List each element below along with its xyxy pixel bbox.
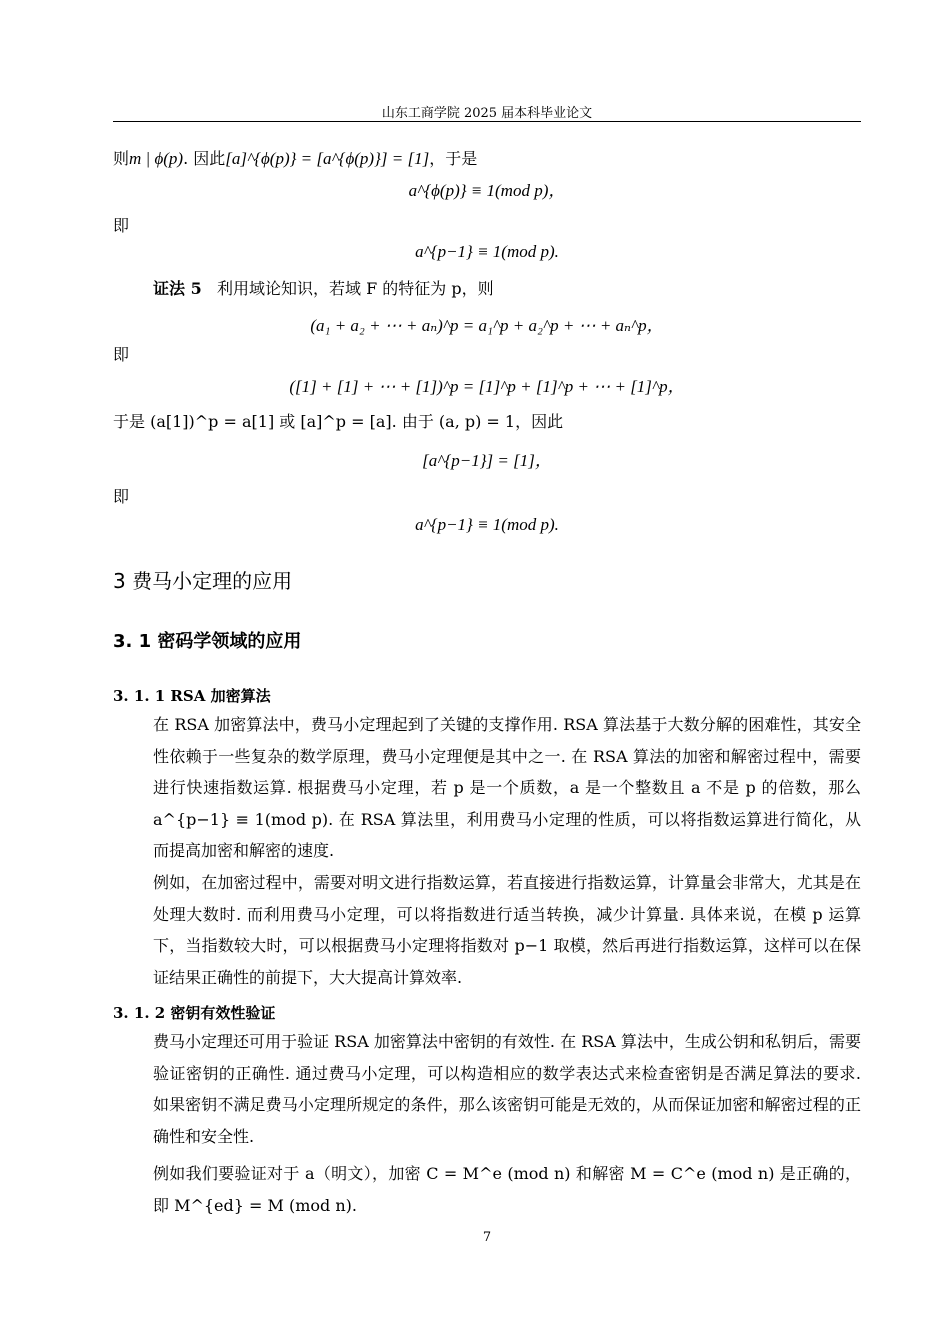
section-3-1-1-paragraph-2	[113, 867, 861, 993]
text-therefore: . 因此	[183, 149, 226, 168]
proof4-line1	[113, 146, 477, 169]
proof4-eq1	[113, 176, 861, 201]
formula-frobenius-classes: ([1] + [1] + ⋯ + [1])^p = [1]^p + [1]^p + ⋯ + [1]^p，	[289, 377, 685, 396]
paragraph-text: 费马小定理还可用于验证 RSA 加密算法中密钥的有效性. 在 RSA 算法中，生成公钥和私钥后，需要验证密钥的正确性. 通过费马小定理，可以构造相应的数学表达式来检查密钥是否满足算法的要求. 如果密钥不满足费马小定理所规定的条件，那么该密钥可能是无效的，从而保证加密和解密过程的正确性和安全性.	[153, 1032, 861, 1146]
proof5-ji2: 即	[113, 487, 130, 506]
formula-m-divides-phi: m | ϕ(p)	[129, 149, 184, 168]
formula-fermat-phi: a^{ϕ(p)} ≡ 1(mod p)，	[408, 181, 566, 200]
proof5-intro	[153, 276, 494, 299]
page-number: 7	[482, 1230, 492, 1245]
section-3-1-1-paragraph-1	[113, 709, 861, 867]
proof4-eq2	[113, 242, 861, 262]
text-then: 则	[113, 149, 130, 168]
header-rule	[113, 121, 861, 122]
paragraph-text: 例如我们要验证对于 a（明文），加密 C = M^e (mod n) 和解密 M = C^e (mod n) 是正确的，即 M^{ed} = M (mod n).	[153, 1164, 861, 1215]
paragraph-text: 例如，在加密过程中，需要对明文进行指数运算，若直接进行指数运算，计算量会非常大，尤其是在处理大数时. 而利用费马小定理，可以将指数进行适当转换，减少计算量. 具体来说，在模 p 运算下，当指数较大时，可以根据费马小定理将指数对 p−1 取模，然后再进行指数运算，这样可以在保证结果正确性的前提下，大大提高计算效率.	[153, 873, 861, 987]
proof5-eq1	[113, 311, 861, 336]
proof5-eq3	[113, 446, 861, 471]
proof5-eq4	[113, 515, 861, 535]
formula-fermat-result-2: a^{p−1} ≡ 1(mod p).	[415, 515, 559, 534]
section-3-1-1-heading: 3. 1. 1 RSA 加密算法	[113, 687, 271, 705]
formula-class-equals-one: [a^{p−1}] = [1]，	[422, 451, 552, 470]
proof4-ji: 即	[113, 216, 130, 235]
section-3-1-2-paragraph-1	[113, 1026, 861, 1152]
proof5-line3-text: 于是 (a[1])^p = a[1] 或 [a]^p = [a]. 由于 (a, p) = 1，因此	[113, 412, 564, 431]
proof5-line3	[113, 409, 563, 432]
formula-class-power: [a]^{ϕ(p)} = [a^{ϕ(p)}] = [1]	[225, 149, 430, 168]
text-so: ，于是	[429, 149, 478, 168]
formula-fermat-result: a^{p−1} ≡ 1(mod p).	[415, 242, 559, 261]
section-3-1-2-paragraph-2	[113, 1158, 861, 1221]
running-header: 山东工商学院 2025 届本科毕业论文	[381, 106, 593, 121]
section-3-heading: 3 费马小定理的应用	[113, 569, 293, 593]
paragraph-text: 在 RSA 加密算法中，费马小定理起到了关键的支撑作用. RSA 算法基于大数分解的困难性，其安全性依赖于一些复杂的数学原理，费马小定理便是其中之一. 在 RSA 算法的加密和解密过程中，需要进行快速指数运算. 根据费马小定理，若 p 是一个质数，a 是一个整数且 a 不是 p 的倍数，那么 a^{p−1} ≡ 1(mod p). 在 RSA 算法里，利用费马小定理的性质，可以将指数运算进行简化，从而提高加密和解密的速度.	[153, 715, 861, 860]
section-3-1-heading: 3. 1 密码学领域的应用	[113, 631, 302, 652]
formula-frobenius: (a₁ + a₂ + ⋯ + aₙ)^p = a₁^p + a₂^p + ⋯ + aₙ^p，	[310, 316, 664, 335]
proof5-eq2	[113, 372, 861, 397]
proof5-text: 利用域论知识，若域 F 的特征为 p，则	[216, 279, 494, 298]
section-3-1-2-heading: 3. 1. 2 密钥有效性验证	[113, 1004, 276, 1022]
proof5-label: 证法 5	[153, 279, 202, 298]
proof5-ji1: 即	[113, 345, 130, 364]
